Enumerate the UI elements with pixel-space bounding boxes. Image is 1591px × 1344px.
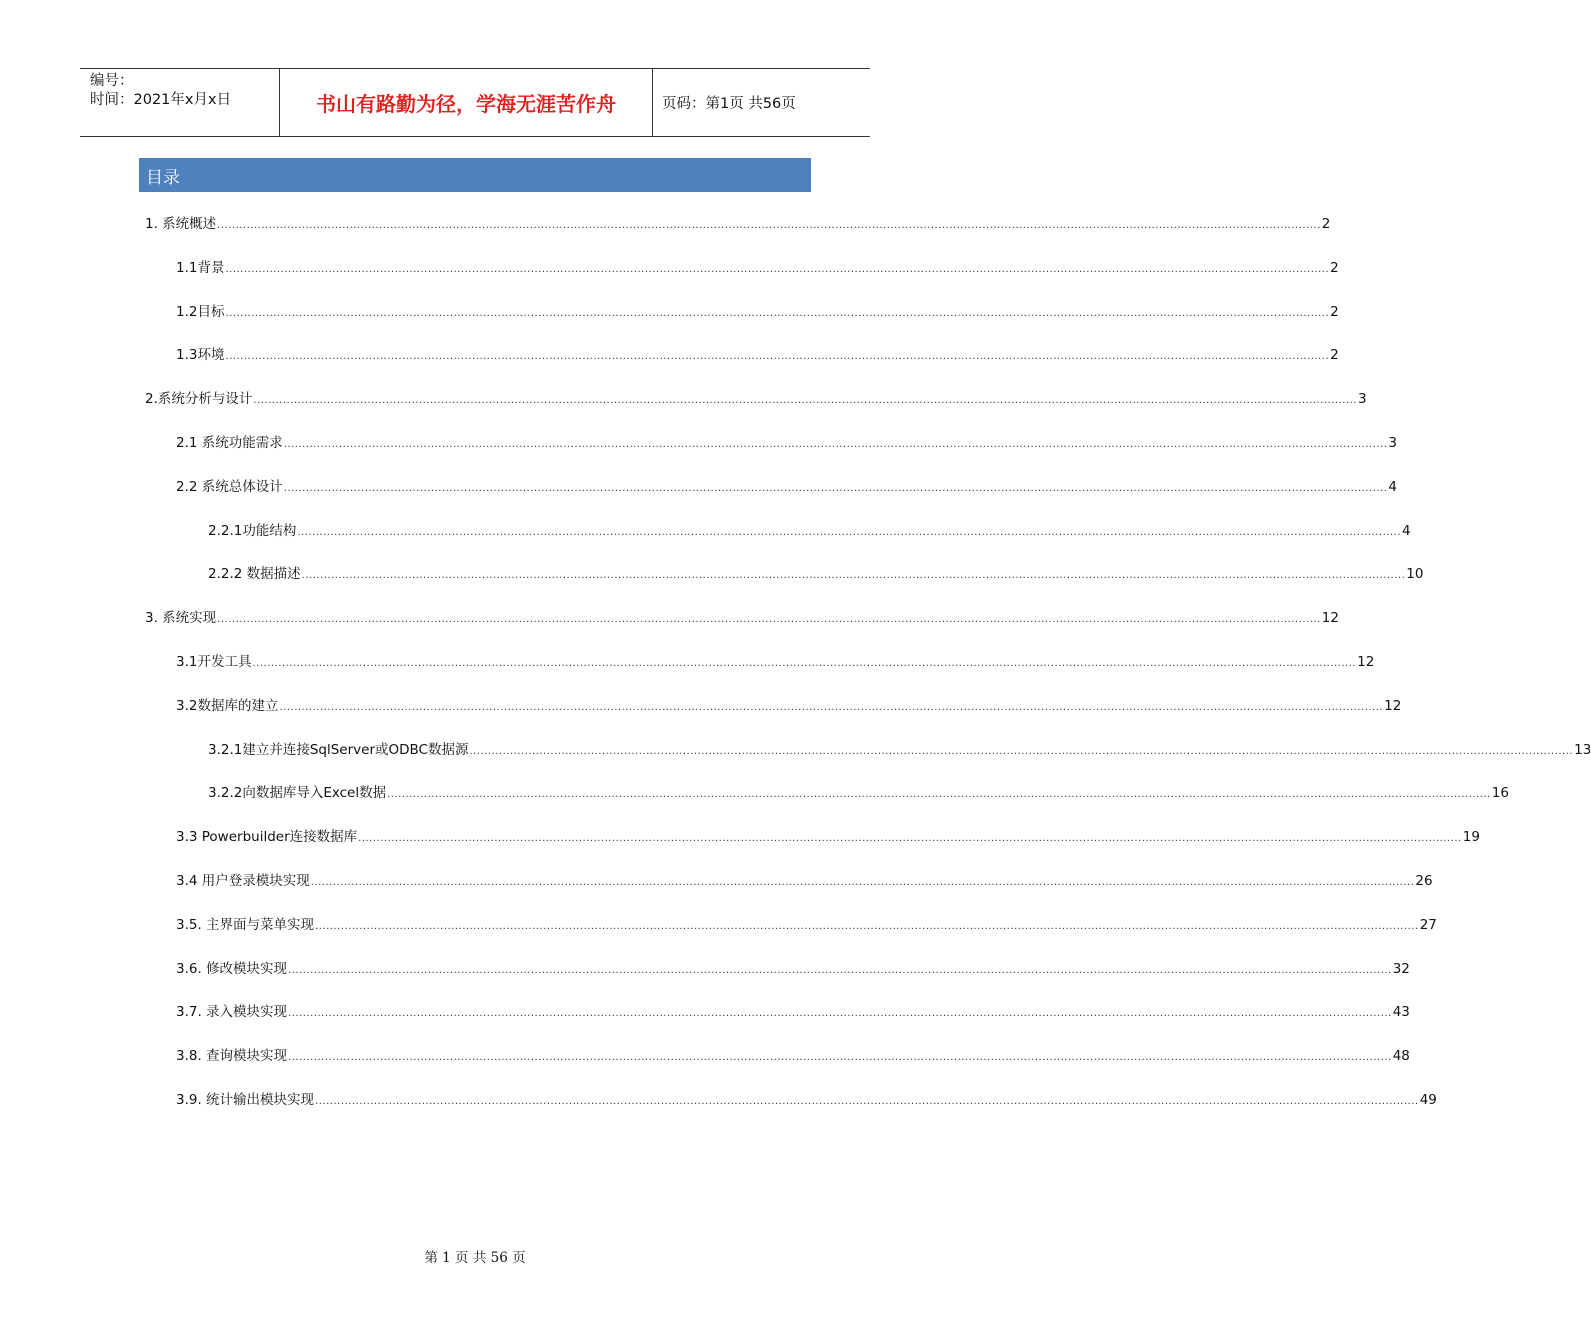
toc-entry[interactable] [176, 652, 1375, 672]
toc-entry-label: 1.1背景 [176, 260, 225, 276]
toc-entry-label: 3.3 Powerbuilder连接数据库 [176, 829, 358, 845]
toc-entry-label: 3.2.1建立并连接SqlServer或ODBC数据源 [208, 742, 469, 758]
toc-entry-label: 2.1 系统功能需求 [176, 435, 283, 451]
toc-entry[interactable] [208, 564, 1424, 584]
toc-entry-page: 13 [1574, 742, 1591, 758]
toc-entry[interactable] [176, 1002, 1410, 1022]
toc-entry-page: 43 [1392, 1004, 1410, 1020]
toc-entry[interactable] [176, 827, 1480, 847]
toc-entry-label: 3.5. 主界面与菜单实现 [176, 917, 315, 933]
toc-entry-label: 3.8. 查询模块实现 [176, 1048, 288, 1064]
toc-dot-leader: ............................................................................................................................................................................................................................................................................................................ [225, 351, 1330, 362]
toc-dot-leader: ............................................................................................................................................................................................................................................................................................................ [297, 527, 1401, 538]
toc-dot-leader: ............................................................................................................................................................................................................................................................................................................ [217, 614, 1321, 625]
toc-dot-leader: ............................................................................................................................................................................................................................................................................................................ [283, 483, 1388, 494]
page-footer: 第 1 页 共 56 页 [424, 1250, 526, 1266]
toc-dot-leader: ............................................................................................................................................................................................................................................................................................................ [310, 877, 1415, 888]
toc-entry[interactable] [176, 1090, 1437, 1110]
toc-entry-page: 3 [1388, 435, 1397, 451]
toc-entry[interactable] [176, 959, 1410, 979]
toc-entry[interactable] [176, 477, 1397, 497]
toc-entry[interactable] [145, 214, 1331, 234]
toc-entry-page: 12 [1384, 698, 1402, 714]
toc-entry[interactable] [208, 740, 1591, 760]
toc-dot-leader: ............................................................................................................................................................................................................................................................................................................ [315, 1096, 1419, 1107]
toc-entry-label: 3.2数据库的建立 [176, 698, 279, 714]
toc-dot-leader: ............................................................................................................................................................................................................................................................................................................ [252, 658, 1357, 669]
toc-entry-page: 2 [1330, 347, 1339, 363]
time-label: 时间：2021年x月x日 [90, 92, 232, 108]
toc-dot-leader: ............................................................................................................................................................................................................................................................................................................ [358, 833, 1462, 844]
toc-entry-page: 10 [1406, 566, 1424, 582]
toc-entry-page: 2 [1321, 216, 1331, 232]
toc-entry[interactable] [208, 521, 1411, 541]
code-label: 编号： [90, 73, 134, 89]
toc-entry-label: 2.2 系统总体设计 [176, 479, 283, 495]
toc-entry[interactable] [176, 345, 1339, 365]
toc-entry-label: 2.2.2 数据描述 [208, 566, 301, 582]
toc-entry-label: 3. 系统实现 [145, 610, 217, 626]
toc-entry-label: 2.2.1功能结构 [208, 523, 297, 539]
toc-entry-label: 3.9. 统计输出模块实现 [176, 1092, 315, 1108]
toc-entry-page: 16 [1491, 785, 1509, 801]
toc-dot-leader: ............................................................................................................................................................................................................................................................................................................ [301, 570, 1406, 581]
toc-entry[interactable] [176, 915, 1437, 935]
toc-dot-leader: ............................................................................................................................................................................................................................................................................................................ [288, 1008, 1392, 1019]
toc-title: 目录 [139, 158, 811, 192]
toc-entry-label: 3.4 用户登录模块实现 [176, 873, 310, 889]
toc-entry[interactable] [145, 389, 1367, 409]
toc-entry-label: 3.7. 录入模块实现 [176, 1004, 288, 1020]
toc-entry-label: 2.系统分析与设计 [145, 391, 253, 407]
toc-dot-leader: ............................................................................................................................................................................................................................................................................................................ [315, 921, 1419, 932]
header-motto: 书山有路勤为径，学海无涯苦作舟 [280, 69, 653, 136]
toc-entry-page: 4 [1401, 523, 1411, 539]
toc-dot-leader: ............................................................................................................................................................................................................................................................................................................ [283, 439, 1388, 450]
toc-entry[interactable] [176, 871, 1433, 891]
toc-dot-leader: ............................................................................................................................................................................................................................................................................................................ [288, 1052, 1392, 1063]
toc-entry[interactable] [176, 1046, 1410, 1066]
toc-entry[interactable] [176, 433, 1397, 453]
toc-entry-page: 19 [1462, 829, 1480, 845]
toc-dot-leader: ............................................................................................................................................................................................................................................................................................................ [279, 702, 1384, 713]
toc-entry-page: 32 [1392, 961, 1410, 977]
toc-dot-leader: ............................................................................................................................................................................................................................................................................................................ [217, 220, 1321, 231]
toc-entry-page: 2 [1330, 304, 1339, 320]
toc-dot-leader: ............................................................................................................................................................................................................................................................................................................ [225, 308, 1330, 319]
toc-entry-page: 2 [1330, 260, 1339, 276]
header-page-info: 页码：第1页 共56页 [662, 96, 796, 112]
toc-entry-page: 49 [1419, 1092, 1437, 1108]
toc-entry-page: 26 [1415, 873, 1433, 889]
toc-entry-label: 3.2.2向数据库导入Excel数据 [208, 785, 387, 801]
toc-entry-page: 48 [1392, 1048, 1410, 1064]
toc-entry-label: 1.2目标 [176, 304, 225, 320]
toc-entry-page: 27 [1419, 917, 1437, 933]
toc-entry-page: 12 [1321, 610, 1339, 626]
header-meta [80, 69, 280, 136]
toc-entry-page: 3 [1358, 391, 1367, 407]
toc-dot-leader: ............................................................................................................................................................................................................................................................................................................ [387, 789, 1491, 800]
toc-entry-page: 12 [1357, 654, 1375, 670]
toc-dot-leader: ............................................................................................................................................................................................................................................................................................................ [288, 965, 1392, 976]
toc-entry[interactable] [176, 696, 1402, 716]
toc-entry[interactable] [145, 608, 1339, 628]
toc-entry[interactable] [176, 258, 1339, 278]
toc-dot-leader: ............................................................................................................................................................................................................................................................................................................ [253, 395, 1358, 406]
toc-entry[interactable] [208, 783, 1509, 803]
toc-entry-label: 3.1开发工具 [176, 654, 252, 670]
toc-entry[interactable] [176, 302, 1339, 322]
toc-entry-label: 1.3环境 [176, 347, 225, 363]
toc-entry-label: 3.6. 修改模块实现 [176, 961, 288, 977]
toc-entry-page: 4 [1388, 479, 1397, 495]
toc-dot-leader: ............................................................................................................................................................................................................................................................................................................ [469, 746, 1574, 757]
toc-entry-label: 1. 系统概述 [145, 216, 217, 232]
toc-dot-leader: ............................................................................................................................................................................................................................................................................................................ [225, 264, 1330, 275]
page-header [80, 68, 870, 137]
